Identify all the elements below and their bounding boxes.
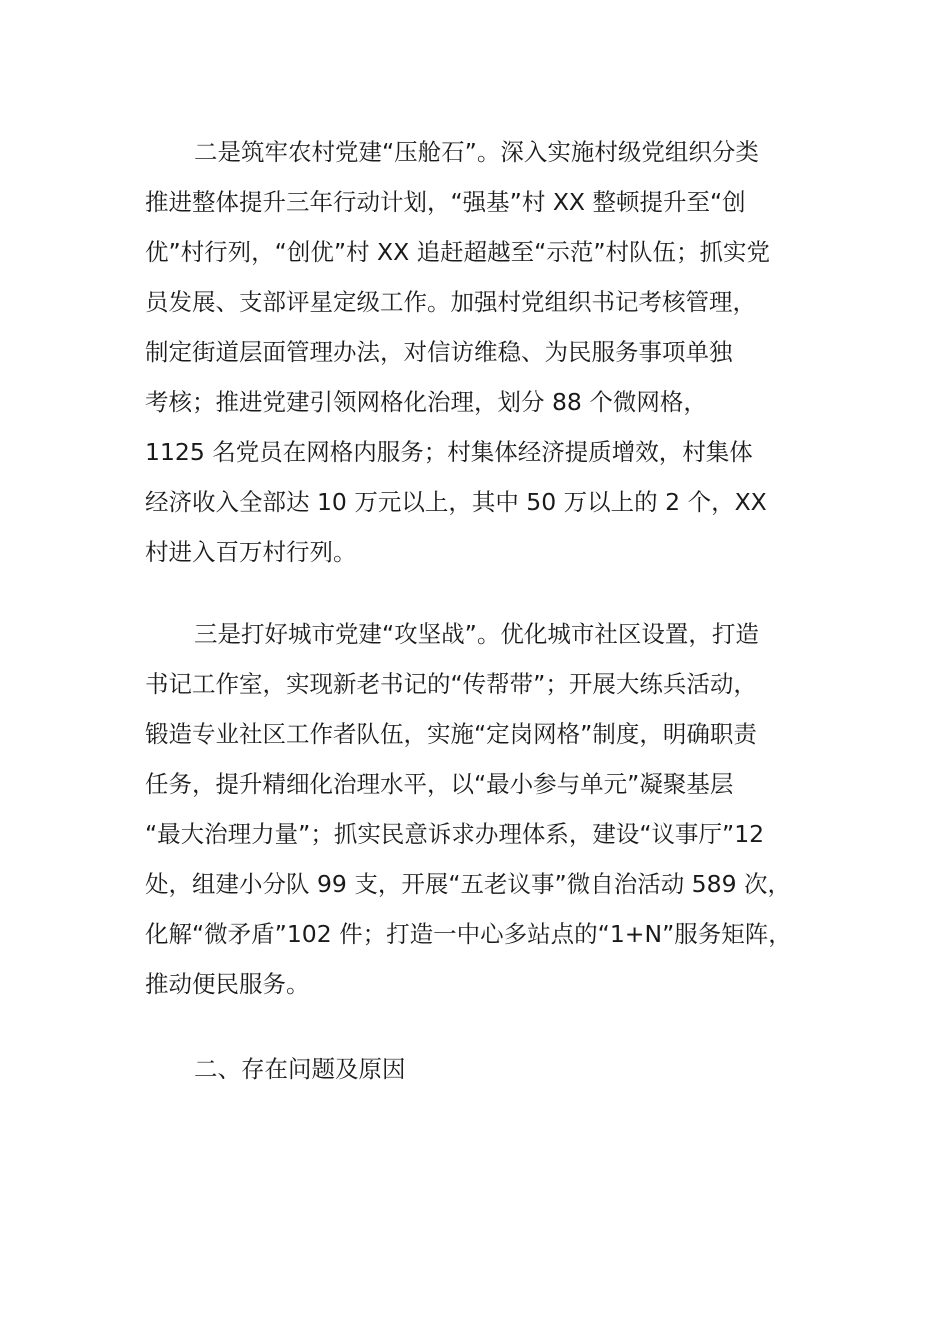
paragraph-line: 推动便民服务。 <box>145 970 310 998</box>
paragraph-line: 经济收入全部达 10 万元以上，其中 50 万以上的 2 个，XX <box>145 488 767 516</box>
paragraph-line: 二是筑牢农村党建“压舱石”。深入实施村级党组织分类 <box>194 138 759 166</box>
paragraph-line: 三是打好城市党建“攻坚战”。优化城市社区设置，打造 <box>194 620 759 648</box>
paragraph-line: 1125 名党员在网格内服务；村集体经济提质增效，村集体 <box>145 438 753 466</box>
section-heading <box>145 1044 406 1094</box>
paragraph-line: 化解“微矛盾”102 件；打造一中心多站点的“1+N”服务矩阵， <box>145 920 792 948</box>
paragraph-rural-party-building <box>145 127 770 577</box>
paragraph-line: “最大治理力量”；抓实民意诉求办理体系，建设“议事厅”12 <box>145 820 765 848</box>
paragraph-line: 锻造专业社区工作者队伍，实施“定岗网格”制度，明确职责 <box>145 720 757 748</box>
paragraph-line: 制定街道层面管理办法，对信访维稳、为民服务事项单独 <box>145 338 733 366</box>
paragraph-line: 书记工作室，实现新老书记的“传帮带”；开展大练兵活动， <box>145 670 757 698</box>
paragraph-urban-party-building <box>145 609 792 1009</box>
paragraph-line: 考核；推进党建引领网格化治理，划分 88 个微网格， <box>145 388 707 416</box>
paragraph-line: 推进整体提升三年行动计划，“强基”村 XX 整顿提升至“创 <box>145 188 746 216</box>
section-heading-text: 二、存在问题及原因 <box>194 1055 406 1083</box>
paragraph-line: 村进入百万村行列。 <box>145 538 357 566</box>
paragraph-line: 任务，提升精细化治理水平，以“最小参与单元”凝聚基层 <box>145 770 734 798</box>
paragraph-line: 优”村行列，“创优”村 XX 追赶超越至“示范”村队伍；抓实党 <box>145 238 771 266</box>
paragraph-line: 处，组建小分队 99 支，开展“五老议事”微自治活动 589 次， <box>145 870 791 898</box>
paragraph-line: 员发展、支部评星定级工作。加强村党组织书记考核管理， <box>145 288 756 316</box>
